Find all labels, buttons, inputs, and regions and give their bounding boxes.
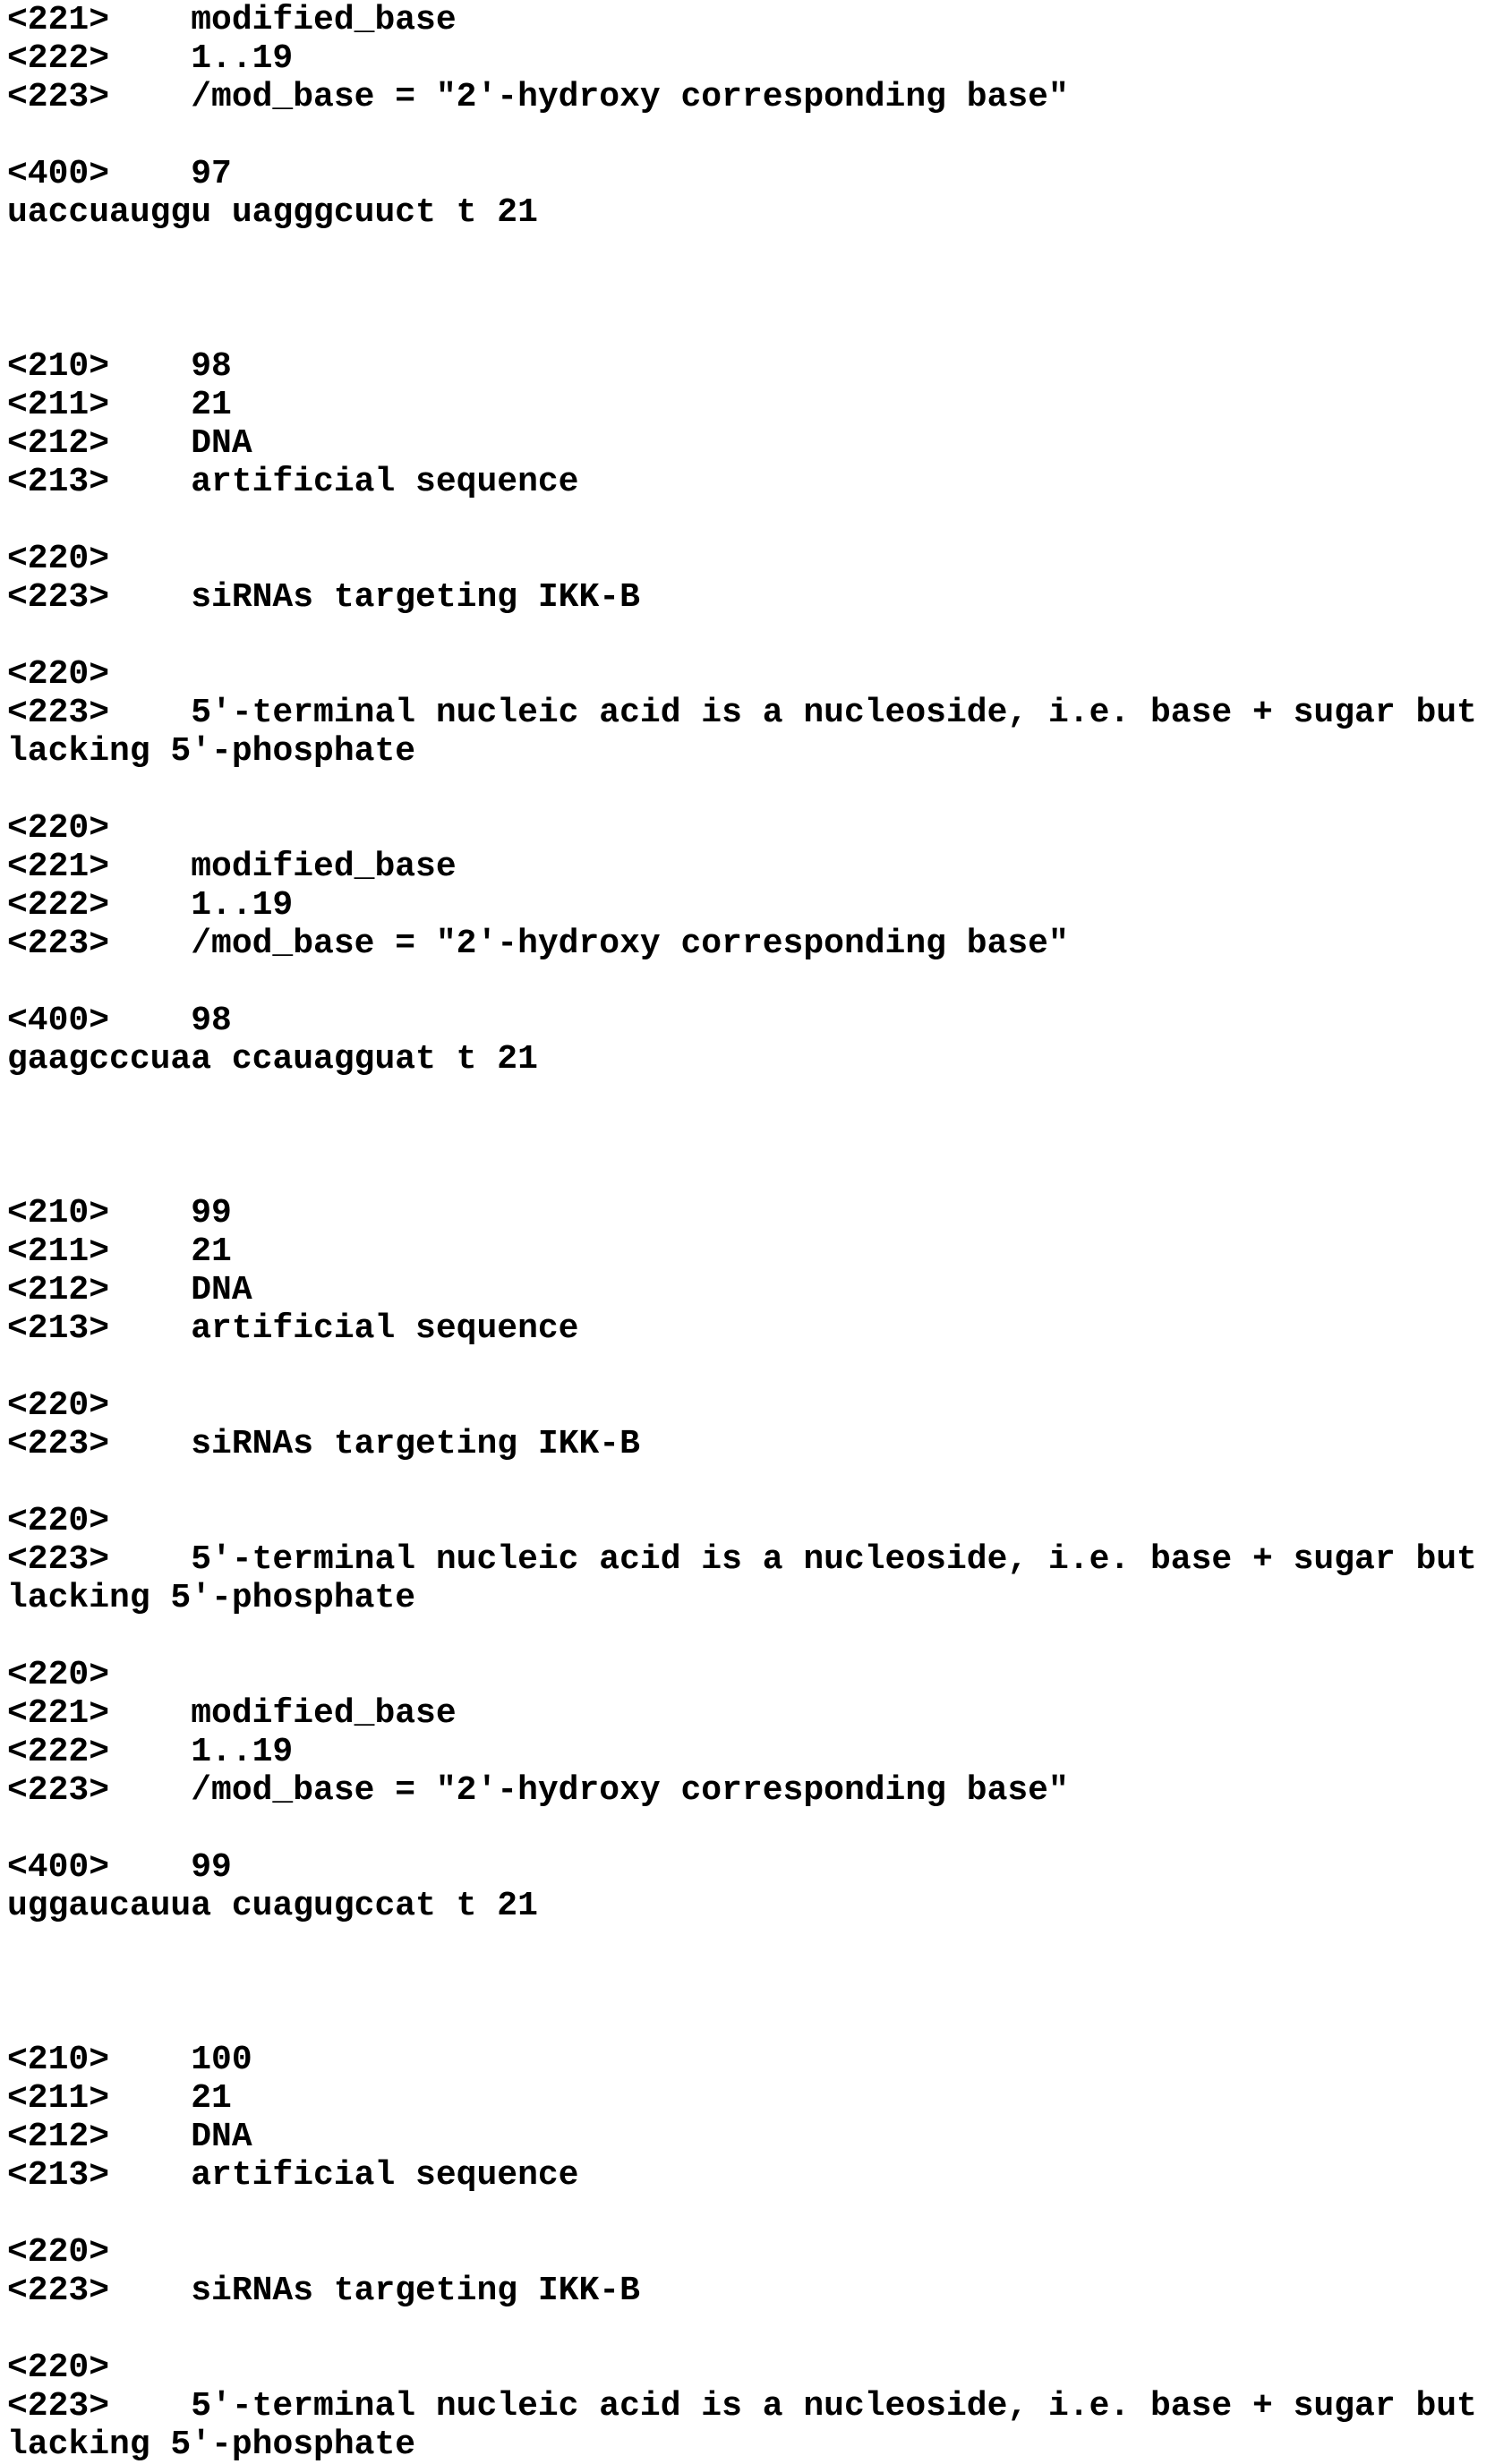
blank-line <box>7 1079 1512 1117</box>
field-value: artificial sequence <box>191 1309 579 1348</box>
field-line-222 <box>7 1733 1512 1771</box>
field-line-210 <box>7 1194 1512 1232</box>
field-tag: <211> <box>7 386 110 424</box>
field-value: artificial sequence <box>191 2156 579 2195</box>
field-line-223 <box>7 78 1512 116</box>
field-tag: <223> <box>7 1425 110 1463</box>
field-tag: <223> <box>7 78 110 116</box>
field-tag: <212> <box>7 2118 110 2156</box>
blank-line <box>7 309 1512 347</box>
field-tag: <210> <box>7 1194 110 1232</box>
blank-line <box>7 2002 1512 2041</box>
field-value: 97 <box>191 155 232 193</box>
field-value: DNA <box>191 1271 252 1309</box>
blank-line <box>7 1155 1512 1194</box>
continuation-line: lacking 5'-phosphate <box>7 2426 416 2464</box>
field-value: DNA <box>191 2118 252 2156</box>
field-value: 98 <box>191 347 232 386</box>
field-line-223 <box>7 2272 1512 2310</box>
field-tag: <212> <box>7 424 110 463</box>
field-line-400 <box>7 155 1512 193</box>
field-line-220 <box>7 1386 1512 1425</box>
field-value: 98 <box>191 1002 232 1040</box>
field-tag: <213> <box>7 463 110 501</box>
field-line-210 <box>7 347 1512 386</box>
field-line-220 <box>7 1656 1512 1694</box>
field-tag: <400> <box>7 155 110 193</box>
field-value: 100 <box>191 2041 252 2079</box>
blank-line <box>7 501 1512 540</box>
field-value: 21 <box>191 1232 232 1271</box>
field-tag: <220> <box>7 1386 110 1425</box>
blank-line <box>7 1117 1512 1155</box>
field-line-220 <box>7 540 1512 578</box>
field-tag: <221> <box>7 1 110 39</box>
field-line-223 <box>7 1771 1512 1810</box>
field-line-213 <box>7 1309 1512 1348</box>
field-value: 1..19 <box>191 1733 294 1771</box>
field-tag: <400> <box>7 1002 110 1040</box>
sequence-line: uggaucauua cuagugccat t 21 <box>7 1887 538 1925</box>
blank-line <box>7 1964 1512 2002</box>
field-tag: <223> <box>7 925 110 963</box>
field-value: 5'-terminal nucleic acid is a nucleoside, i.e. base + sugar but <box>191 1540 1477 1579</box>
field-tag: <213> <box>7 2156 110 2195</box>
field-tag: <220> <box>7 2349 110 2387</box>
blank-line <box>7 1348 1512 1386</box>
field-value: DNA <box>191 424 252 463</box>
field-value: /mod_base = "2'-hydroxy corresponding base" <box>191 925 1069 963</box>
field-value: 21 <box>191 386 232 424</box>
field-line-213 <box>7 463 1512 501</box>
blank-line <box>7 116 1512 155</box>
field-tag: <221> <box>7 848 110 886</box>
field-tag: <211> <box>7 2079 110 2118</box>
field-tag: <400> <box>7 1848 110 1887</box>
field-tag: <220> <box>7 1502 110 1540</box>
field-line-220 <box>7 809 1512 848</box>
field-line-212 <box>7 2118 1512 2156</box>
field-tag: <223> <box>7 2387 110 2426</box>
field-line-221 <box>7 1694 1512 1733</box>
field-tag: <220> <box>7 2233 110 2272</box>
field-line-213 <box>7 2156 1512 2195</box>
field-line-211 <box>7 2079 1512 2118</box>
field-tag: <210> <box>7 347 110 386</box>
field-line-223 <box>7 578 1512 617</box>
blank-line <box>7 270 1512 309</box>
field-line-220 <box>7 655 1512 694</box>
continuation-line: lacking 5'-phosphate <box>7 732 416 771</box>
field-value: /mod_base = "2'-hydroxy corresponding base" <box>191 1771 1069 1810</box>
blank-line <box>7 771 1512 809</box>
field-line-211 <box>7 1232 1512 1271</box>
blank-line <box>7 232 1512 270</box>
field-value: 5'-terminal nucleic acid is a nucleoside, i.e. base + sugar but <box>191 694 1477 732</box>
field-tag: <223> <box>7 694 110 732</box>
sequence-line: uaccuauggu uagggcuuct t 21 <box>7 193 538 232</box>
field-tag: <211> <box>7 1232 110 1271</box>
field-line-220 <box>7 2233 1512 2272</box>
field-value: artificial sequence <box>191 463 579 501</box>
field-value: siRNAs targeting IKK-B <box>191 1425 640 1463</box>
blank-line <box>7 1925 1512 1964</box>
sequence-line: gaagcccuaa ccauagguat t 21 <box>7 1040 538 1079</box>
field-line-223 <box>7 925 1512 963</box>
field-line-400 <box>7 1848 1512 1887</box>
field-value: 21 <box>191 2079 232 2118</box>
blank-line <box>7 963 1512 1002</box>
field-line-223 <box>7 694 1512 732</box>
field-value: 1..19 <box>191 39 294 78</box>
field-value: 5'-terminal nucleic acid is a nucleoside, i.e. base + sugar but <box>191 2387 1477 2426</box>
blank-line <box>7 1617 1512 1656</box>
field-tag: <220> <box>7 1656 110 1694</box>
field-tag: <221> <box>7 1694 110 1733</box>
field-value: 99 <box>191 1194 232 1232</box>
field-tag: <223> <box>7 578 110 617</box>
field-line-223 <box>7 1540 1512 1579</box>
field-tag: <213> <box>7 1309 110 1348</box>
field-value: modified_base <box>191 1694 457 1733</box>
blank-line <box>7 1810 1512 1848</box>
field-line-400 <box>7 1002 1512 1040</box>
blank-line <box>7 2310 1512 2349</box>
field-line-211 <box>7 386 1512 424</box>
blank-line <box>7 1463 1512 1502</box>
field-tag: <223> <box>7 1540 110 1579</box>
field-line-220 <box>7 1502 1512 1540</box>
field-line-222 <box>7 39 1512 78</box>
field-line-210 <box>7 2041 1512 2079</box>
field-line-220 <box>7 2349 1512 2387</box>
field-value: siRNAs targeting IKK-B <box>191 578 640 617</box>
field-tag: <222> <box>7 886 110 925</box>
field-line-223 <box>7 2387 1512 2426</box>
field-value: 1..19 <box>191 886 294 925</box>
field-line-223 <box>7 1425 1512 1463</box>
field-tag: <210> <box>7 2041 110 2079</box>
field-line-222 <box>7 886 1512 925</box>
field-line-212 <box>7 1271 1512 1309</box>
field-value: modified_base <box>191 848 457 886</box>
field-tag: <220> <box>7 655 110 694</box>
field-line-212 <box>7 424 1512 463</box>
field-value: siRNAs targeting IKK-B <box>191 2272 640 2310</box>
field-value: modified_base <box>191 1 457 39</box>
field-value: /mod_base = "2'-hydroxy corresponding base" <box>191 78 1069 116</box>
field-tag: <223> <box>7 2272 110 2310</box>
field-line-221 <box>7 1 1512 39</box>
field-tag: <212> <box>7 1271 110 1309</box>
field-tag: <220> <box>7 540 110 578</box>
field-value: 99 <box>191 1848 232 1887</box>
continuation-line: lacking 5'-phosphate <box>7 1579 416 1617</box>
field-tag: <222> <box>7 39 110 78</box>
field-line-221 <box>7 848 1512 886</box>
field-tag: <222> <box>7 1733 110 1771</box>
field-tag: <223> <box>7 1771 110 1810</box>
blank-line <box>7 617 1512 655</box>
blank-line <box>7 2195 1512 2233</box>
field-tag: <220> <box>7 809 110 848</box>
